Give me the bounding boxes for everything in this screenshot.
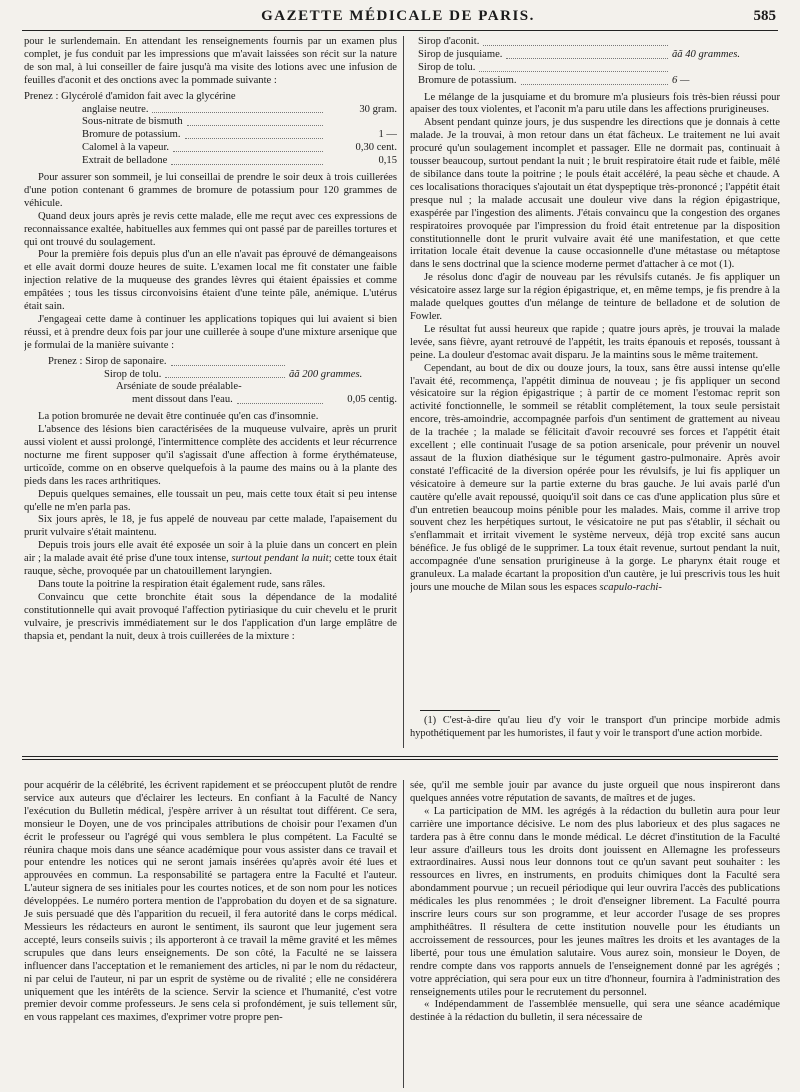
ingredient: Arséniate de soude préalable- [116, 381, 242, 393]
prescription-syrups [410, 36, 780, 88]
text-run: ; cette toux était rauque, sèche, provoquée par un chatouillement laryngien. [24, 553, 397, 578]
paragraph: pour acquérir de la célébrité, les écrivent rapidement et se préoccupent plutôt de rendre service aux auteurs que d'éclairer les lecteurs. En confiant à la Faculté de Nancy l'exécution du Bulletin médical, j'espère arriver à un résultat tout différent. Ce sera, monsieur le Doyen, une de vos principales attributions de choisir pour l'examen d'un écrit le professeur ou l'agrégé qui vous semblera le plus compétent. La Faculté se réunira chaque mois dans une séance académique pour vous assister dans ce travail et pour entendre les notices qui ne seront jamais insérées qu'après avoir été lues et approuvées en commun. La responsabilité se partagera entre la Faculté et l'auteur. L'auteur signera de ses initiales pour les courtes notices, et de son nom pour les notices développées. Le numéro portera mention de l'approbation du doyen et de sa signature. Je suis persuadé que dès l'apparition du recueil, il fera autorité dans le corps médical. Messieurs les rédacteurs en auront le sentiment, ils sauront que leur jugement sera accepté, leurs conseils suivis ; ils apporteront à ce travail la même gravité et les mêmes scrupules que dans leurs enseignements. De son côté, la Faculté ne se laissera influencer dans l'acceptation et le remaniement des articles, ni par le nom du rédacteur, ni par celui de l'auteur, ni par un esprit de système ou de rivalité ; elle ne considérera uniquement que les intérêts de la science. Servir la science et l'humanité, c'est votre premier devoir comme professeurs. Je sens cela si profondément, je suis tellement sûr, en vous rappelant ces maximes, d'exprimer votre propre pen- [24, 780, 397, 1024]
paragraph: J'engageai cette dame à continuer les applications topiques qui lui avaient si bien réussi, et à prendre deux fois par jour une cuillerée à soupe d'une mixture arsenique que je formulai de la manière suivante : [24, 313, 397, 351]
ingredient: Bromure de potassium. [418, 74, 517, 86]
paragraph: sée, qu'il me semble jouir par avance du juste orgueil que nous inspireront dans quelques années votre réputation de savants, de maîtres et de juges. [410, 780, 780, 804]
prescription-line [24, 155, 397, 168]
upper-right-column [410, 36, 780, 706]
paragraph: Absent pendant quinze jours, je dus suspendre les directions que je donnais à cette malade. Je la trouvai, à mon retour dans un état fâcheux. Le traitement ne lui avait procuré qu'un soulagement incomplet et passager. Elle ne dormait pas, continuait à tousser beaucoup, surtout pendant la nuit ; le bruit respiratoire était rude et faible, mêlé de sibilance dans toute la poitrine ; le pouls était accéléré, la peau sèche et chaude. A ces localisations thoraciques s'ajoutait un état dyspeptique très-prononcé ; l'appétit était presque nul ; la malade accusait une douleur vive dans la région épigastrique, exaspérée par l'ingestion des aliments. J'étais convaincu que la congestion des organes respiratoires provoquée par l'impression du froid était entretenue par la disposition constitutionnelle dont le prurit vulvaire avait été une manifestation, et que cette irritation locale était devenue la cause occasionnelle d'une métastase ou métaptose dans le sens doctrinal que la science moderne permet d'attacher à ce mot (1). [410, 117, 780, 271]
page-number: 585 [753, 8, 776, 24]
paragraph: Depuis quelques semaines, elle toussait un peu, mais cette toux était si peu intense qu'elle ne m'en parla pas. [24, 488, 397, 513]
quantity: ãã 200 grammes. [289, 368, 363, 380]
paragraph: Convaincu que cette bronchite était sous la dépendance de la modalité constitutionnelle qui avait provoqué l'affection pytiriasique du cuir chevelu et le prurit vulvaire, je prescrivis immédiatement sur le dos l'application d'un large emplâtre de thapsia et, pendant la nuit, deux à trois cuillerées de la mixture : [24, 591, 397, 642]
prescription-mixture [24, 356, 397, 408]
prescription-line [24, 104, 397, 117]
ingredient: anglaise neutre. [82, 103, 149, 115]
prescription-line [410, 36, 780, 49]
paragraph: Quand deux jours après je revis cette malade, elle me reçut avec ces expressions de reconnaissance exaltée, habituelles aux femmes qui ont passé par de pareilles tortures et qui ont trouvé du soulagement. [24, 210, 397, 248]
quantity: 0,30 cent. [355, 142, 397, 154]
emphasis: scapulo-rachi- [599, 582, 662, 593]
paragraph: Je résolus donc d'agir de nouveau par les révulsifs cutanés. Je fis appliquer un vésicatoire assez large sur la région épigastrique, et, en même temps, je fis prendre à la malade quelques gouttes d'un mélange de teinture de belladone et de solution de Fowler. [410, 272, 780, 322]
quantity: ãã 40 grammes. [672, 48, 740, 60]
ingredient: Prenez : Glycérolé d'amidon fait avec la glycérine [24, 90, 236, 102]
prescription-line [24, 129, 397, 142]
lower-left-column [24, 780, 397, 1088]
footnote [410, 715, 780, 751]
ingredient: Sirop de tolu. [418, 61, 476, 73]
prescription-line [410, 75, 780, 88]
quantity: 1 — [378, 129, 397, 141]
quantity: 0,15 [378, 155, 397, 167]
section-rule [22, 759, 778, 760]
footnote-rule [420, 710, 500, 711]
column-divider [403, 780, 404, 1088]
ingredient: Sirop de jusquiame. [418, 48, 503, 60]
prescription-line [24, 116, 397, 129]
ingredient: ment dissout dans l'eau. [132, 394, 233, 406]
ingredient: Prenez : Sirop de saponaire. [48, 355, 167, 367]
paragraph: « La participation de MM. les agrégés à la rédaction du bulletin aura pour leur carrière une importance décisive. Le nom des plus laborieux et des plus sagaces ne tardera pas à être connu dans le monde médical. Le décret d'institution de la Faculté leur assure d'ailleurs tous les droits dont jouissent en Allemagne les professeurs extraordinaires. Aussi nous leur donnons tout ce qu'un savant peut souhaiter : les ressources en livres, en instruments, en produits chimiques dont la Faculté sera abondamment pourvue ; un recueil périodique qui leur ouvrira l'accès des publications médicales les plus renommées ; le droit d'enseigner librement. La Faculté pourra inscrire leurs cours sur son programme, et leur accorder l'usage de ses propres amphithéâtres. Il résultera de cette institution nouvelle pour les étudiants un accroissement de ressources, pour les jeunes maîtres les droits et les avantages de la liberté, pour tous une émulation salutaire. Vous aurez soin, monsieur le Doyen, de rendre compte dans vos rapports annuels de l'enseignement donné par les agrégés ; votre appréciation, qui sera pour eux un titre d'honneur, fournira à l'administration des renseignements utiles pour le recrutement du personnel. [410, 805, 780, 998]
paragraph: L'absence des lésions bien caractérisées de la muqueuse vulvaire, après un prurit aussi violent et aussi prolongé, l'intermittence complète des accidents et leur récurrence nocturne me firent supposer qu'il s'agissait d'une affection à forme érythémateuse, urticoïde, comme on en observe quelquefois à la paume des mains ou à la plante des pieds dans les races arthritiques. [24, 424, 397, 487]
prescription-line [410, 62, 780, 75]
paragraph: Six jours après, le 18, je fus appelé de nouveau par cette malade, l'apaisement du prurit vulvaire s'était maintenu. [24, 514, 397, 539]
prescription-line [24, 356, 397, 369]
ingredient: Sous-nitrate de bismuth [82, 116, 183, 128]
paragraph: pour le surlendemain. En attendant les renseignements fournis par un examen plus complet, je fus conduit par les impressions que m'avait laissées son récit sur la nature de son mal, à lui conseiller de faire jusqu'à ma visite des lotions avec une infusion de feuilles d'aconit et des onctions avec la pommade suivante : [24, 36, 397, 86]
paragraph [410, 363, 780, 595]
prescription-line [24, 142, 397, 155]
header-rule [22, 30, 778, 31]
prescription-line [24, 394, 397, 407]
footnote-text: (1) C'est-à-dire qu'au lieu d'y voir le transport d'un principe morbide admis hypothétiquement par les humoristes, il faut y voir le transport d'une action morbide. [410, 715, 780, 739]
paragraph: Le mélange de la jusquiame et du bromure m'a plusieurs fois très-bien réussi pour apaiser des toux violentes, et l'aconit m'a paru utile dans les affections prurigineuses. [410, 91, 780, 116]
ingredient: Bromure de potassium. [82, 129, 181, 141]
ingredient: Calomel à la vapeur. [82, 142, 170, 154]
ingredient: Sirop de tolu. [104, 368, 162, 380]
prescription-line [410, 49, 780, 62]
paragraph: Le résultat fut aussi heureux que rapide ; quatre jours après, je trouvai la malade levée, sans fièvre, ayant retrouvé de l'appétit, les traits épanouis et reposés, toussant à peine. La douleur d'estomac avait disparu. Je la maintins sous le même traitement. [410, 323, 780, 361]
emphasis: surtout pendant la nuit [231, 553, 329, 565]
section-rule [22, 756, 778, 757]
text-run: Depuis trois jours elle avait été exposée un soir à la pluie dans un concert en plein air ; la malade avait été prise d'une toux intense, [24, 540, 397, 565]
quantity: 30 gram. [359, 103, 397, 115]
running-head: GAZETTE MÉDICALE DE PARIS. [261, 8, 535, 24]
prescription-line [24, 91, 397, 104]
paragraph: « Indépendamment de l'assemblée mensuelle, qui sera une séance académique destinée à la rédaction du bulletin, il sera nécessaire de [410, 999, 780, 1024]
paragraph: Dans toute la poitrine la respiration était également rude, sans râles. [38, 579, 326, 590]
prescription-line [24, 369, 397, 382]
page-header [20, 6, 776, 28]
ingredient: Sirop d'aconit. [418, 36, 480, 47]
paragraph: Pour assurer son sommeil, je lui conseillai de prendre le soir deux à trois cuillerées d'une potion contenant 6 grammes de bromure de potassium pour 120 grammes de véhicule. [24, 171, 397, 209]
prescription-line [24, 381, 397, 394]
quantity: 6 — [672, 74, 690, 86]
text-run: Cependant, au bout de dix ou douze jours, la toux, sans être aussi intense qu'elle l'avait été, recommença, l'appétit diminua de nouveau ; je fis appliquer un second vésicatoire sur la région épigastrique ; à partir de ce moment l'estomac reprit son activité fonctionnelle, le sommeil se rétablit complétement, la toux seule persistait encore, très-amoindrie, accompagnée parfois d'un sentiment de grattement au niveau de la trachée ; la malade se félicitait d'avoir recouvré ses forces et l'appétit était excellent ; elle continuait l'usage de sa potion arsenicale, pour prévenir un nouvel assaut de la fluxion diathésique sur le tégument gastro-pulmonaire. Après avoir constaté l'efficacité de la diversion opérée pour les révulsifs, je lui fis appliquer un vésicatoire à demeure sur la partie externe du bras gauche. Je lui avais parlé d'un cautère qu'elle avait repoussé, quoiqu'il soit dans ce cas d'une application plus sûre et d'un entretien beaucoup moins pénible pour les malades. Mais, comme il arrive trop souvent chez les herpétiques surtout, le vésicatoire ne put pas s'établir, il séchait ou s'enflammait et irritait vivement le système nerveux, déjà trop excité sans aucun bénéfice. Je fus obligé de le supprimer. La toux était revenue, surtout pendant la nuit, accompagnée d'une sensation prurigineuse à la gorge. Le pharynx était rouge et granuleux. La malade écartant la proposition d'un cautère, je lui prescrivis tous les huit jours une mouche de Milan sous les espaces [410, 362, 780, 593]
paragraph: La potion bromurée ne devait être continuée qu'en cas d'insomnie. [38, 411, 319, 423]
paragraph [24, 540, 397, 579]
ingredient: Extrait de belladone [82, 155, 168, 167]
paragraph: Pour la première fois depuis plus d'un an elle n'avait pas éprouvé de démangeaisons et elle avait dormi douze heures de suite. L'examen local me fit constater une faible injection relative de la muqueuse des grandes lèvres qui étaient épaissies et comme empâtées ; tous les tissus circonvoisins étaient d'une teinte pâle, anémique. L'utérus était sain. [24, 249, 397, 313]
lower-right-column [410, 780, 780, 1088]
quantity: 0,05 centig. [347, 394, 397, 406]
column-divider [403, 36, 404, 748]
prescription-pommade [24, 91, 397, 168]
upper-left-column [24, 36, 397, 748]
